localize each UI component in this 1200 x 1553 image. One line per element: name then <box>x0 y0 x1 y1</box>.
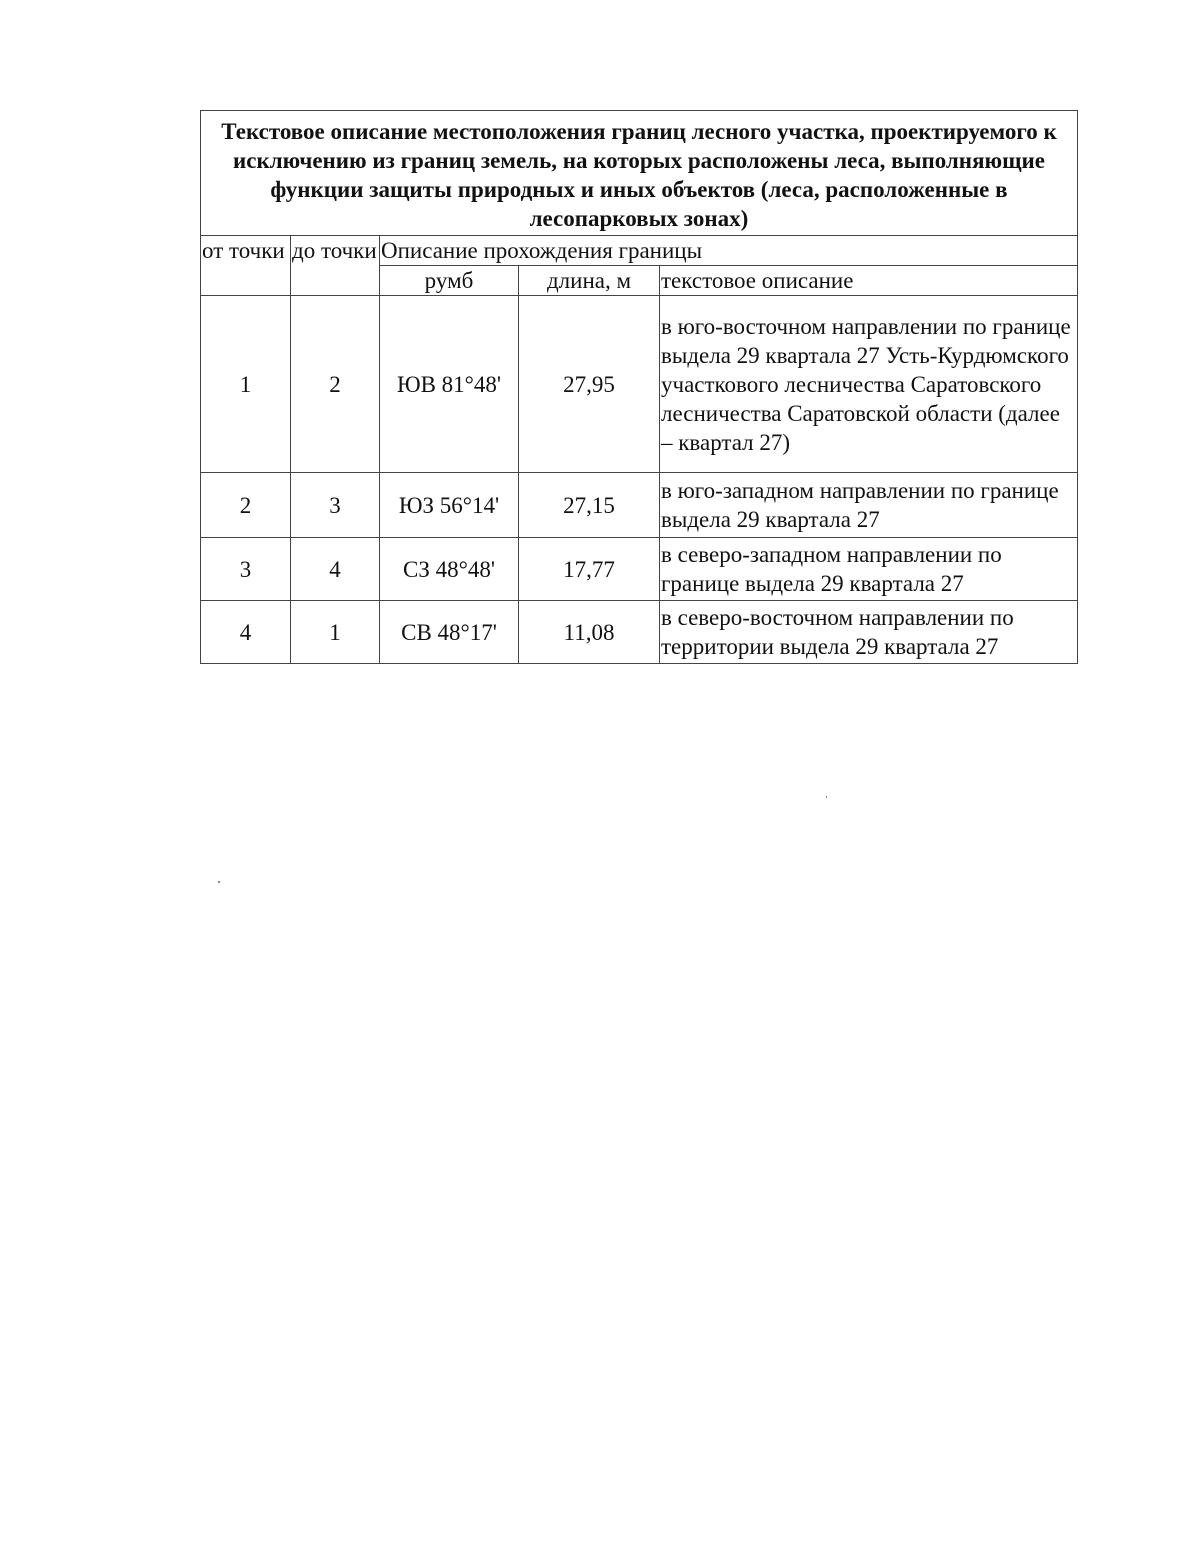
table-row <box>201 473 1078 538</box>
cell-to: 4 <box>291 538 380 601</box>
cell-bearing: СВ 48°17' <box>380 601 519 664</box>
header-text-description: текстовое описание <box>660 266 1078 296</box>
cell-length: 27,15 <box>519 473 660 538</box>
header-length: длина, м <box>519 266 660 296</box>
cell-description: в юго-восточном направлении по границе выдела 29 квартала 27 Усть-Курдюмского участкового лесничества Саратовского лесничества Саратовской области (далее – квартал 27) <box>660 296 1078 473</box>
cell-description: в юго-западном направлении по границе выдела 29 квартала 27 <box>660 473 1078 538</box>
table-row <box>201 601 1078 664</box>
scan-speck <box>826 796 827 798</box>
cell-to: 1 <box>291 601 380 664</box>
header-to-point: до точки <box>291 236 380 296</box>
cell-bearing: ЮЗ 56°14' <box>380 473 519 538</box>
header-from-point: от точки <box>201 236 291 296</box>
cell-description: в северо-восточном направлении по территории выдела 29 квартала 27 <box>660 601 1078 664</box>
cell-to: 3 <box>291 473 380 538</box>
cell-bearing: ЮВ 81°48' <box>380 296 519 473</box>
cell-from: 2 <box>201 473 291 538</box>
header-boundary-description: Описание прохождения границы <box>380 236 1078 266</box>
cell-from: 4 <box>201 601 291 664</box>
table-title: Текстовое описание местоположения границ лесного участка, проектируемого к исключению из границ земель, на которых расположены леса, выполняющие функции защиты природных и иных объектов (леса, расположенные в лесопарковых зонах) <box>201 111 1078 236</box>
table-row <box>201 538 1078 601</box>
cell-description: в северо-западном направлении по границе выдела 29 квартала 27 <box>660 538 1078 601</box>
cell-bearing: СЗ 48°48' <box>380 538 519 601</box>
header-row-1 <box>201 236 1078 266</box>
cell-length: 27,95 <box>519 296 660 473</box>
cell-length: 11,08 <box>519 601 660 664</box>
boundary-description-table <box>200 110 1078 664</box>
cell-from: 3 <box>201 538 291 601</box>
cell-to: 2 <box>291 296 380 473</box>
cell-from: 1 <box>201 296 291 473</box>
header-bearing: румб <box>380 266 519 296</box>
title-row <box>201 111 1078 236</box>
cell-length: 17,77 <box>519 538 660 601</box>
table-row <box>201 296 1078 473</box>
scan-speck <box>218 881 220 883</box>
